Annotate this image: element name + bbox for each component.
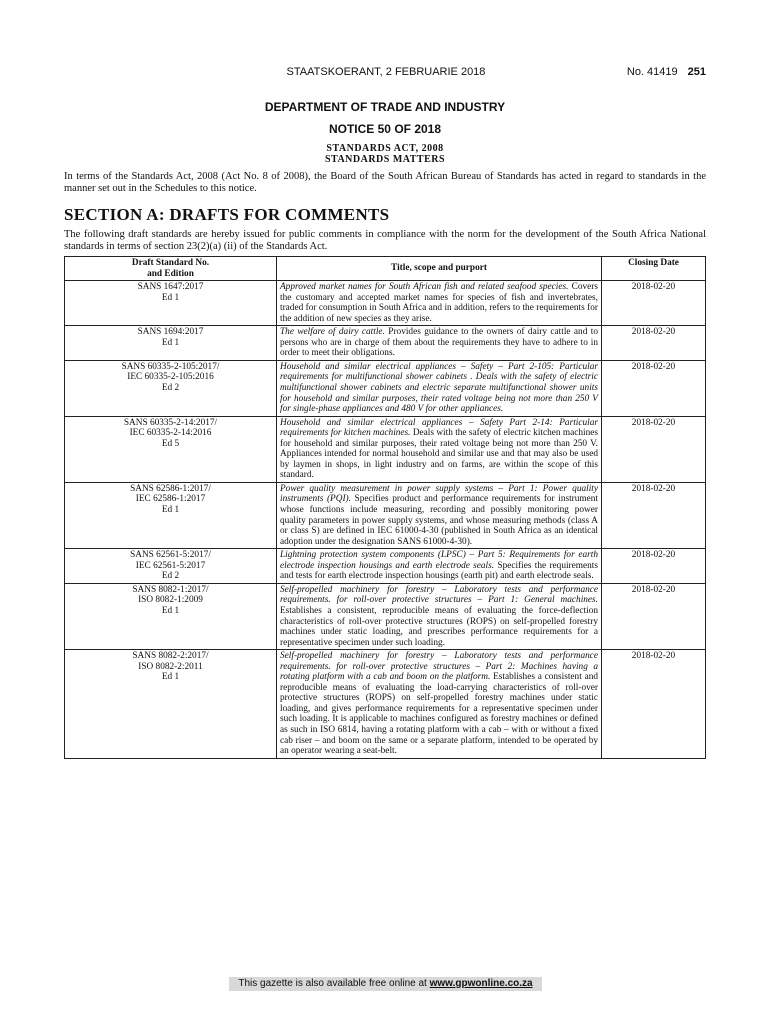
table-row: [65, 360, 706, 416]
standard-scope: Establishes a consistent and reproducible means of evaluating the load-carrying characteristics of roll-over protective structures (ROPS) on self-propelled forestry machines under static loading, and gives performance requirements for a representative specimen under such loading. It is applicable to machines configured as forestry machines or defined as such in ISO 6814, having a rotating platform with a cab – with or without a fixed cab riser – and boom on the same or a separate platform, intended to be operated by an operator wearing a seat-belt.: [280, 672, 598, 757]
closing-date: 2018-02-20: [602, 281, 706, 326]
standard-description: [277, 326, 602, 361]
table-row: [65, 549, 706, 584]
footer-text: This gazette is also available free online at: [238, 978, 430, 989]
standard-scope: Covers the customary and accepted market names for species of fish and invertebrates, traded for consumption in South Africa and in addition, refers to the requirements for the addition of new species as they arise.: [280, 282, 598, 324]
standard-title: Approved market names for South African fish and related seafood species.: [280, 282, 569, 293]
drafts-table: [64, 256, 706, 759]
standard-title: Self-propelled machinery for forestry – Laboratory tests and performance requirements. for roll-over protective structures – Part 1: General machines.: [280, 584, 598, 606]
standard-scope: Provides guidance to the owners of dairy cattle and to persons who are in charge of them about the requirements they have to adhere to in order to meet their obligations.: [280, 327, 598, 359]
page-header: [66, 66, 706, 82]
standard-scope: Specifies the requirements and tests for earth electrode inspection housings (earth pit) and earth electrode seals.: [280, 560, 598, 582]
matters-heading: STANDARDS MATTERS: [324, 154, 446, 165]
standard-scope: Establishes a consistent, reproducible means of evaluating the force-deflection characteristics of roll-over protective structures (ROPS) on self-propelled forestry machines under static loading, and prescribes performance requirements for a representative specimen under such loading.: [280, 605, 598, 648]
footer-link[interactable]: www.gpwonline.co.za: [429, 978, 533, 989]
standard-number: SANS 62561-5:2017/ IEC 62561-5:2017 Ed 2: [65, 549, 277, 584]
standard-description: [277, 281, 602, 326]
table-row: [65, 583, 706, 649]
standard-number: SANS 1694:2017 Ed 1: [65, 326, 277, 361]
standard-description: [277, 583, 602, 649]
gazette-title: STAATSKOERANT, 2 FEBRUARIE 2018: [286, 66, 486, 78]
standard-title: Household and similar electrical appliances – Safety Part 2-14: Particular requirements for kitchen machines.: [280, 417, 598, 439]
issue-number: No. 41419: [626, 66, 678, 78]
closing-date: 2018-02-20: [602, 650, 706, 758]
footer-banner: [229, 977, 542, 991]
page-number: 251: [687, 66, 706, 78]
section-title: SECTION A: DRAFTS FOR COMMENTS: [64, 205, 390, 224]
closing-date: 2018-02-20: [602, 583, 706, 649]
header-title: Title, scope and purport: [277, 257, 602, 281]
header-closing-date: Closing Date: [602, 257, 706, 281]
closing-date: 2018-02-20: [602, 482, 706, 548]
closing-date: 2018-02-20: [602, 326, 706, 361]
table-row: [65, 650, 706, 758]
standard-scope: Specifies product and performance requirements for instrument whose functions include measuring, recording and possibly monitoring power quality parameters in power supply systems, and whose measuring methods (class A or class S) are defined in IEC 61000-4-30 (published in South Africa as an identical adoption under the designation SANS 61000-4-30).: [280, 494, 598, 547]
table-row: [65, 482, 706, 548]
standard-description: [277, 482, 602, 548]
closing-date: 2018-02-20: [602, 549, 706, 584]
standard-number: SANS 1647:2017 Ed 1: [65, 281, 277, 326]
table-row: [65, 416, 706, 482]
department-heading: DEPARTMENT OF TRADE AND INDUSTRY: [264, 100, 506, 114]
table-body: [65, 281, 706, 759]
standard-number: SANS 60335-2-14:2017/ IEC 60335-2-14:2016 Ed 5: [65, 416, 277, 482]
section-paragraph: The following draft standards are hereby issued for public comments in compliance with the norm for the development of the South Africa National standards in terms of section 23(2)(a) (ii) of the Standards Act.: [64, 229, 706, 252]
standard-description: [277, 549, 602, 584]
standard-title: Household and similar electrical appliances – Safety – Part 2-105: Particular requirements for multifunctional shower cabinets . Deals with the safety of electric multifunctional shower cabinets and electric separate multifunctional shower units for household and similar purposes, their rated voltage being not more than 250 V for single-phase appliances and 480 V for other appliances.: [280, 361, 598, 415]
table-header-row: [65, 257, 706, 281]
table-row: [65, 281, 706, 326]
act-heading: STANDARDS ACT, 2008: [326, 143, 444, 154]
standard-description: [277, 650, 602, 758]
standard-title: The welfare of dairy cattle.: [280, 327, 385, 338]
standard-number: SANS 62586-1:2017/ IEC 62586-1:2017 Ed 1: [65, 482, 277, 548]
notice-heading: NOTICE 50 OF 2018: [328, 122, 442, 136]
closing-date: 2018-02-20: [602, 416, 706, 482]
standard-number: SANS 8082-1:2017/ ISO 8082-1:2009 Ed 1: [65, 583, 277, 649]
gazette-number: [627, 66, 706, 78]
standard-title: Self-propelled machinery for forestry – Laboratory tests and performance requirements. for roll-over protective structures – Part 2: Machines having a rotating platform with a cab and boom on the platform.: [280, 651, 598, 683]
standard-number: SANS 8082-2:2017/ ISO 8082-2:2011 Ed 1: [65, 650, 277, 758]
standard-scope: Deals with the safety of electric kitchen machines for household and similar purposes, their rated voltage being not more than 250 V. Appliances intended for normal household and similar use and that may also be used by laymen in shops, in light industry and on farms, are within the scope of this standard.: [280, 428, 598, 481]
standard-number: SANS 60335-2-105:2017/ IEC 60335-2-105:2016 Ed 2: [65, 360, 277, 416]
intro-paragraph: In terms of the Standards Act, 2008 (Act No. 8 of 2008), the Board of the South African Bureau of Standards has acted in regard to standards in the manner set out in the Schedules to this notice.: [64, 171, 706, 194]
closing-date: 2018-02-20: [602, 360, 706, 416]
header-standard: Draft Standard No. and Edition: [65, 257, 277, 281]
standard-title: Lightning protection system components (LPSC) – Part 5: Requirements for earth electrode inspection housings and earth electrode seals.: [280, 550, 598, 571]
standard-description: [277, 416, 602, 482]
standard-title: Power quality measurement in power supply systems – Part 1: Power quality instruments (PQI).: [280, 483, 598, 505]
table-row: [65, 326, 706, 361]
standard-description: [277, 360, 602, 416]
